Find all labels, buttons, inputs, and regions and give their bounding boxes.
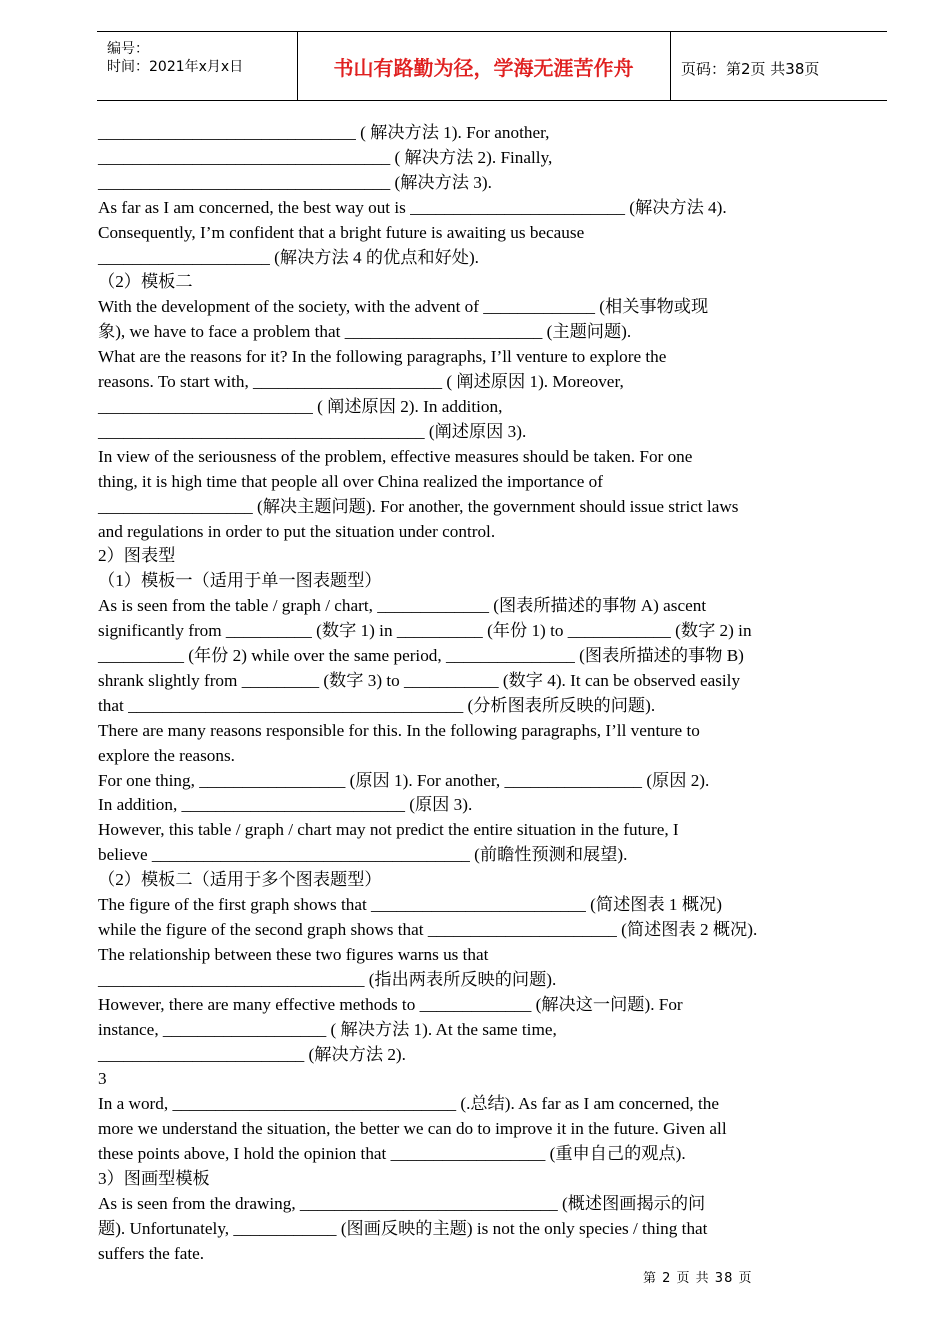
text-line: more we understand the situation, the better we can do to improve it in the future. Given all	[98, 1119, 727, 1139]
serial-label: 编号：	[107, 41, 149, 57]
header-meta-cell	[97, 32, 298, 100]
text-line: explore the reasons.	[98, 745, 235, 765]
text-line: instance, ___________________ ( 解决方法 1). At the same time,	[98, 1019, 557, 1039]
document-body	[98, 121, 828, 1267]
header-page-info: 页码：第2页 共38页	[681, 60, 820, 78]
text-line: __________________ (解决主题问题). For another, the government should issue strict laws	[98, 496, 739, 516]
time-label: 时间：2021年x月x日	[107, 59, 244, 75]
text-line: believe _____________________________________ (前瞻性预测和展望).	[98, 845, 628, 865]
text-line: that _______________________________________ (分析图表所反映的问题).	[98, 695, 656, 715]
text-line: and regulations in order to put the situation under control.	[98, 521, 496, 541]
text-line: reasons. To start with, ______________________ ( 阐述原因 1). Moreover,	[98, 372, 624, 392]
text-line: ______________________________ ( 解决方法 1). For another,	[98, 123, 550, 142]
text-line: With the development of the society, with the advent of _____________ (相关事物或现	[98, 297, 709, 317]
page-header	[97, 31, 887, 101]
text-line: ____________________ (解决方法 4 的优点和好处).	[98, 247, 479, 267]
text-line: ______________________________________ (阐述原因 3).	[98, 421, 527, 441]
text-line: As is seen from the drawing, ______________________________ (概述图画揭示的问	[98, 1193, 706, 1213]
text-line: What are the reasons for it? In the following paragraphs, I’ll venture to explore the	[98, 347, 667, 367]
text-line: 2）图表型	[98, 546, 176, 566]
page-footer: 第 2 页 共 38 页	[643, 1271, 753, 1286]
text-line: thing, it is high time that people all over China realized the importance of	[98, 471, 603, 491]
text-line: However, this table / graph / chart may not predict the entire situation in the future, I	[98, 820, 679, 840]
text-line: In view of the seriousness of the problem, effective measures should be taken. For one	[98, 446, 693, 466]
text-line: while the figure of the second graph shows that ______________________ (简述图表 2 概况).	[98, 920, 758, 939]
header-motto: 书山有路勤为径，学海无涯苦作舟	[297, 32, 671, 100]
text-line: Consequently, I’m confident that a bright future is awaiting us because	[98, 222, 585, 242]
text-line: （2）模板二	[98, 272, 193, 292]
text-line: 题). Unfortunately, ____________ (图画反映的主题) is not the only species / thing that	[98, 1218, 708, 1238]
text-line: 3	[98, 1069, 107, 1089]
text-line: shrank slightly from _________ (数字 3) to ___________ (数字 4). It can be observed easily	[98, 670, 741, 690]
text-line: suffers the fate.	[98, 1243, 205, 1263]
text-line: In a word, _________________________________ (.总结). As far as I am concerned, the	[98, 1094, 720, 1114]
text-line: The relationship between these two figures warns us that	[98, 944, 489, 964]
text-line: 3）图画型模板	[98, 1169, 210, 1189]
text-line: In addition, __________________________ (原因 3).	[98, 795, 473, 815]
text-line: However, there are many effective methods to _____________ (解决这一问题). For	[98, 994, 683, 1014]
text-line: __________________________________ ( 解决方法 2). Finally,	[98, 147, 553, 167]
text-line: For one thing, _________________ (原因 1). For another, ________________ (原因 2).	[98, 770, 710, 790]
text-line: 象), we have to face a problem that _______________________ (主题问题).	[98, 322, 632, 342]
text-line: （1）模板一（适用于单一图表题型）	[98, 571, 382, 591]
text-line: __________________________________ (解决方法 3).	[98, 172, 492, 192]
text-line: _________________________ ( 阐述原因 2). In addition,	[98, 396, 503, 416]
text-line: （2）模板二（适用于多个图表题型）	[98, 870, 382, 890]
text-line: As far as I am concerned, the best way out is _________________________ (解决方法 4).	[98, 197, 727, 217]
text-line: As is seen from the table / graph / chart, _____________ (图表所描述的事物 A) ascent	[98, 596, 707, 616]
text-line: The figure of the first graph shows that _________________________ (简述图表 1 概况)	[98, 895, 722, 915]
text-line: ________________________ (解决方法 2).	[98, 1044, 406, 1064]
text-line: _______________________________ (指出两表所反映的问题).	[98, 969, 557, 989]
text-line: __________ (年份 2) while over the same period, _______________ (图表所描述的事物 B)	[98, 646, 744, 666]
text-line: significantly from __________ (数字 1) in __________ (年份 1) to ____________ (数字 2) in	[98, 621, 752, 641]
text-line: There are many reasons responsible for this. In the following paragraphs, I’ll venture to	[98, 720, 700, 740]
text-line: these points above, I hold the opinion that __________________ (重申自己的观点).	[98, 1144, 686, 1164]
